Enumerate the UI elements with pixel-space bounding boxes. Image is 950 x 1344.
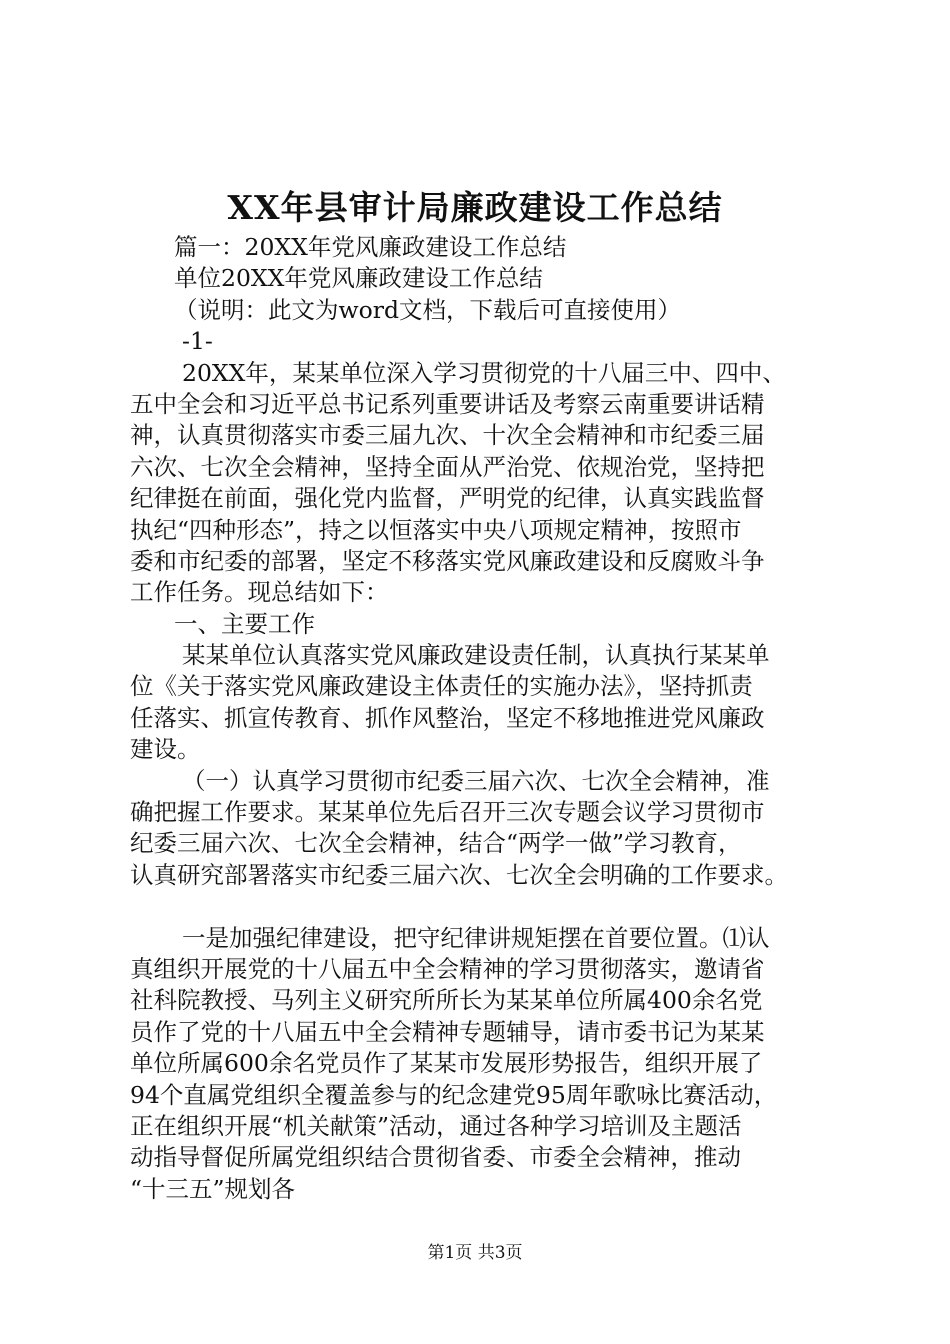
text-line: 20XX年，某某单位深入学习贯彻党的十八届三中、四中、 [182, 358, 786, 387]
text-line: 执纪“四种形态”，持之以恒落实中央八项规定精神，按照市 [130, 515, 742, 544]
text-line: 社科院教授、马列主义研究所所长为某某单位所属400余名党 [130, 986, 763, 1015]
text-line: 委和市纪委的部署，坚定不移落实党风廉政建设和反腐败斗争 [130, 546, 765, 575]
text-line: “十三五”规划各 [130, 1174, 296, 1203]
text-line: 神，认真贯彻落实市委三届九次、十次全会精神和市纪委三届 [130, 421, 765, 450]
text-line: （一）认真学习贯彻市纪委三届六次、七次全会精神，准 [182, 766, 770, 795]
text-line: 五中全会和习近平总书记系列重要讲话及考察云南重要讲话精 [130, 389, 765, 418]
text-line: （说明：此文为word文档，下载后可直接使用） [174, 295, 682, 324]
text-line: 动指导督促所属党组织结合贯彻省委、市委全会精神，推动 [130, 1143, 741, 1172]
text-line: 建设。 [130, 735, 201, 764]
document-title: XX年县审计局廉政建设工作总结 [227, 188, 723, 227]
text-line: 员作了党的十八届五中全会精神专题辅导，请市委书记为某某 [130, 1017, 765, 1046]
text-line: 纪委三届六次、七次全会精神，结合“两学一做”学习教育， [130, 829, 742, 858]
text-line: 一是加强纪律建设，把守纪律讲规矩摆在首要位置。⑴认 [182, 923, 770, 952]
text-line: 真组织开展党的十八届五中全会精神的学习贯彻落实，邀请省 [130, 954, 765, 983]
text-line: 六次、七次全会精神，坚持全面从严治党、依规治党，坚持把 [130, 452, 765, 481]
text-line: 任落实、抓宣传教育、抓作风整治，坚定不移地推进党风廉政 [130, 703, 765, 732]
document-body [130, 232, 845, 1205]
text-line: 某某单位认真落实党风廉政建设责任制，认真执行某某单 [182, 641, 770, 670]
page-marker: -1- [182, 327, 213, 356]
text-line: 位《关于落实党风廉政建设主体责任的实施办法》，坚持抓责 [130, 672, 753, 701]
text-line: 确把握工作要求。某某单位先后召开三次专题会议学习贯彻市 [130, 798, 765, 827]
text-line: 正在组织开展“机关献策”活动，通过各种学习培训及主题活 [130, 1111, 742, 1140]
text-line: 认真研究部署落实市纪委三届六次、七次全会明确的工作要求。 [130, 860, 788, 889]
blank-line [130, 891, 845, 922]
text-line: 单位所属600余名党员作了某某市发展形势报告，组织开展了 [130, 1049, 763, 1078]
text-line: 纪律挺在前面，强化党内监督，严明党的纪律，认真实践监督 [130, 484, 765, 513]
text-line: 工作任务。现总结如下： [130, 578, 389, 607]
text-line: 篇一：20XX年党风廉政建设工作总结 [174, 233, 567, 261]
text-line: 94个直属党组织全覆盖参与的纪念建党95周年歌咏比赛活动， [130, 1080, 778, 1109]
page-footer: 第1页 共3页 [427, 1243, 523, 1263]
section-heading: 一、主要工作 [174, 609, 315, 638]
text-line: 单位20XX年党风廉政建设工作总结 [174, 264, 543, 293]
